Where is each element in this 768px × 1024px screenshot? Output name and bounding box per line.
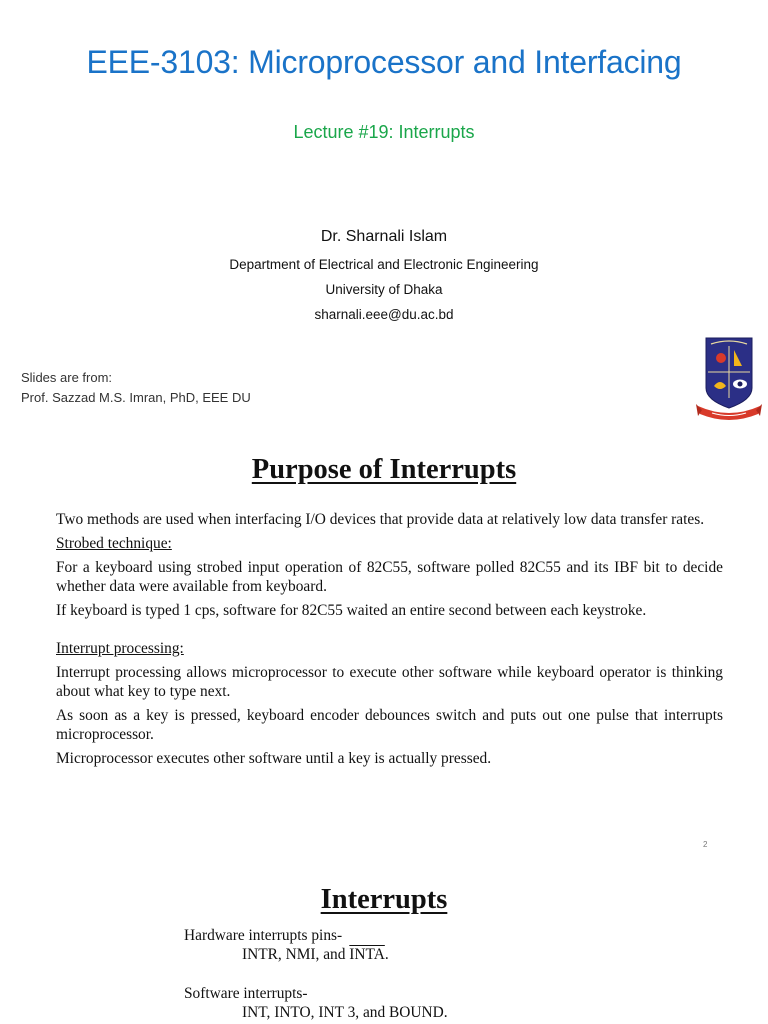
slide2-body <box>56 510 723 773</box>
pins-suffix: . <box>384 946 389 963</box>
interrupt-paragraph-1: Interrupt processing allows microprocessor to execute other software while keyboard operator is thinking about what key to type next. <box>56 664 723 700</box>
slide-credit <box>21 368 251 407</box>
author-name: Dr. Sharnali Islam <box>320 228 448 245</box>
software-interrupts-label: Software interrupts- <box>184 985 308 1002</box>
course-title: EEE-3103: Microprocessor and Interfacing <box>86 44 682 80</box>
interrupt-heading: Interrupt processing: <box>56 640 184 657</box>
strobed-heading: Strobed technique: <box>56 535 172 552</box>
inta-pin: INTA <box>349 946 385 963</box>
credit-line-1: Slides are from: <box>21 370 113 385</box>
hardware-interrupt-pins <box>242 946 389 964</box>
interrupt-paragraph-2: As soon as a key is pressed, keyboard encoder debounces switch and puts out one pulse that interrupts microprocessor. <box>56 707 723 743</box>
slide2-title: Purpose of Interrupts <box>251 454 517 485</box>
department-name: Department of Electrical and Electronic Engineering <box>229 257 539 272</box>
pins-prefix: INTR, NMI, and <box>242 946 350 963</box>
slide3-title: Interrupts <box>320 884 448 915</box>
hardware-interrupts-label: Hardware interrupts pins- <box>184 927 343 944</box>
university-logo-icon <box>696 336 762 422</box>
interrupt-paragraph-3: Microprocessor executes other software until a key is actually pressed. <box>56 750 492 767</box>
page-number: 2 <box>703 840 708 849</box>
intro-paragraph: Two methods are used when interfacing I/O devices that provide data at relatively low data transfer rates. <box>56 511 705 528</box>
lecture-title: Lecture #19: Interrupts <box>293 122 475 142</box>
author-email: sharnali.eee@du.ac.bd <box>314 307 454 322</box>
strobed-paragraph-1: For a keyboard using strobed input operation of 82C55, software polled 82C55 and its IBF bit to decide whether data were available from keyboard. <box>56 559 723 595</box>
credit-line-2: Prof. Sazzad M.S. Imran, PhD, EEE DU <box>21 389 251 405</box>
software-interrupt-list: INT, INTO, INT 3, and BOUND. <box>242 1004 448 1021</box>
strobed-paragraph-2: If keyboard is typed 1 cps, software for 82C55 waited an entire second between each keystroke. <box>56 602 647 619</box>
university-name: University of Dhaka <box>325 282 443 297</box>
